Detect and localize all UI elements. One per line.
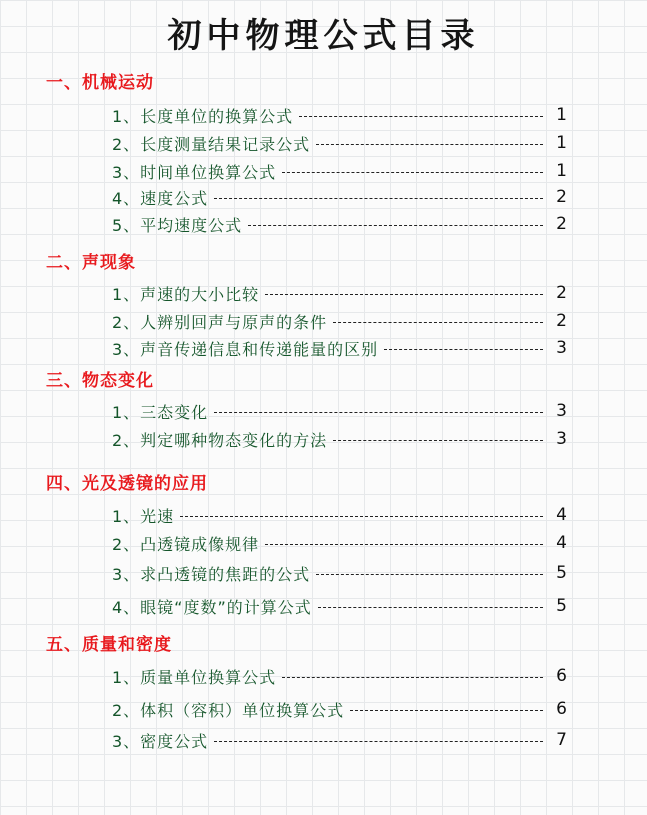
toc-entry-label: 1、三态变化: [112, 402, 209, 422]
dot-leader: [316, 144, 543, 145]
toc-entry-page: 3: [556, 429, 567, 449]
toc-entry-page: 2: [556, 214, 567, 234]
page-title: 初中物理公式目录: [167, 16, 480, 56]
toc-entry[interactable]: [112, 211, 567, 237]
toc-entry-label: 3、求凸透镜的焦距的公式: [112, 564, 311, 584]
dot-leader: [350, 710, 543, 711]
dot-leader: [248, 225, 543, 226]
toc-entry[interactable]: [112, 280, 567, 306]
toc-entry-label: 4、眼镜“度数”的计算公式: [112, 597, 312, 617]
dot-leader: [282, 677, 543, 678]
toc-entry-label: 2、长度测量结果记录公式: [112, 134, 311, 154]
section-heading-state-change: 三、物态变化: [46, 371, 154, 391]
toc-entry-page: 1: [556, 105, 567, 125]
dot-leader: [299, 116, 543, 117]
toc-entry[interactable]: [112, 184, 567, 210]
toc-entry-page: 6: [556, 666, 567, 686]
toc-entry[interactable]: [112, 593, 567, 619]
dot-leader: [282, 172, 543, 173]
toc-entry-page: 2: [556, 283, 567, 303]
toc-entry[interactable]: [112, 502, 567, 528]
toc-entry-label: 1、质量单位换算公式: [112, 667, 277, 687]
toc-entry-label: 1、长度单位的换算公式: [112, 106, 294, 126]
toc-entry-page: 7: [556, 730, 567, 750]
toc-entry[interactable]: [112, 727, 567, 753]
toc-entry-label: 4、速度公式: [112, 188, 209, 208]
toc-entry-label: 1、声速的大小比较: [112, 284, 260, 304]
toc-entry[interactable]: [112, 308, 567, 334]
toc-entry-page: 3: [556, 401, 567, 421]
toc-entry-page: 4: [556, 505, 567, 525]
toc-entry[interactable]: [112, 102, 567, 128]
dot-leader: [265, 544, 543, 545]
toc-entry[interactable]: [112, 426, 567, 452]
toc-entry-page: 5: [556, 596, 567, 616]
section-heading-sound: 二、声现象: [46, 253, 136, 273]
toc-entry-page: 4: [556, 533, 567, 553]
toc-entry-label: 2、体积（容积）单位换算公式: [112, 700, 345, 720]
toc-entry[interactable]: [112, 158, 567, 184]
toc-entry-page: 1: [556, 161, 567, 181]
dot-leader: [180, 516, 543, 517]
toc-entry[interactable]: [112, 335, 567, 361]
toc-entry-label: 3、声音传递信息和传递能量的区别: [112, 339, 379, 359]
dot-leader: [214, 412, 543, 413]
dot-leader: [333, 440, 543, 441]
toc-entry[interactable]: [112, 530, 567, 556]
dot-leader: [265, 294, 543, 295]
dot-leader: [316, 574, 543, 575]
dot-leader: [214, 741, 543, 742]
dot-leader: [318, 607, 543, 608]
toc-entry-page: 3: [556, 338, 567, 358]
toc-entry-label: 2、人辨别回声与原声的条件: [112, 312, 328, 332]
toc-entry-page: 2: [556, 311, 567, 331]
toc-entry-label: 3、时间单位换算公式: [112, 162, 277, 182]
toc-entry-label: 3、密度公式: [112, 731, 209, 751]
section-heading-mechanical-motion: 一、机械运动: [46, 73, 154, 93]
toc-entry-page: 6: [556, 699, 567, 719]
toc-entry-label: 5、平均速度公式: [112, 215, 243, 235]
dot-leader: [333, 322, 543, 323]
toc-entry-page: 5: [556, 563, 567, 583]
toc-entry[interactable]: [112, 663, 567, 689]
toc-entry[interactable]: [112, 560, 567, 586]
toc-entry[interactable]: [112, 696, 567, 722]
toc-entry[interactable]: [112, 398, 567, 424]
toc-entry-label: 2、凸透镜成像规律: [112, 534, 260, 554]
toc-entry-label: 1、光速: [112, 506, 175, 526]
dot-leader: [214, 198, 543, 199]
toc-entry-page: 2: [556, 187, 567, 207]
section-heading-mass-density: 五、质量和密度: [46, 635, 172, 655]
toc-entry-label: 2、判定哪种物态变化的方法: [112, 430, 328, 450]
section-heading-light-lenses: 四、光及透镜的应用: [46, 474, 208, 494]
toc-entry-page: 1: [556, 133, 567, 153]
toc-entry[interactable]: [112, 130, 567, 156]
dot-leader: [384, 349, 543, 350]
